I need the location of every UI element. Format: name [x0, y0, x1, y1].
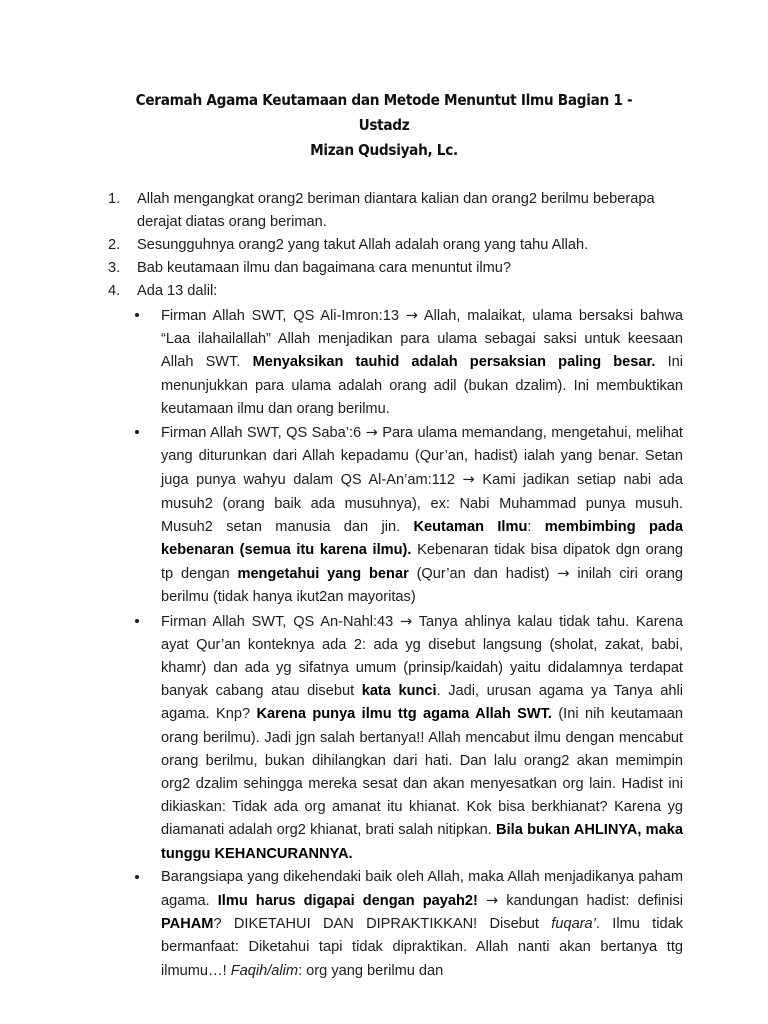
bold-run: membimbing pada kebenaran (semua itu karena ilmu).	[161, 518, 684, 559]
bullet-text	[161, 614, 683, 862]
right-arrow-icon: →	[485, 892, 499, 910]
bullet-list-item	[131, 304, 683, 421]
text-run: Barangsiapa yang dikehendaki baik oleh Allah, maka Allah menjadikanya paham agama.	[161, 868, 683, 910]
text-run: Tanya ahlinya kalau tidak tahu. Karena ayat Qur’an konteknya ada 2: ada yg disebut langsung (sholat, zakat, babi, khamr) dan ada yg sifatnya umum (prinsip/kaidah) yaitu didalamnya terdapat banyak cabang atau disebut	[161, 613, 683, 700]
page-title	[118, 88, 651, 163]
text-run: Kami jadikan setiap nabi ada musuh2 (orang baik ada musuhnya), ex: Nabi Muhammad punya musuh. Musuh2 setan manusia dan jin.	[161, 472, 684, 535]
bold-run: Bila bukan AHLINYA, maka tunggu KEHANCURANNYA.	[161, 822, 683, 862]
right-arrow-icon: →	[557, 565, 570, 583]
text-run	[478, 893, 486, 909]
bold-run: kata kunci	[361, 683, 437, 700]
list-item-text: Ada 13 dalil:	[137, 283, 218, 299]
bold-run: PAHAM	[161, 916, 214, 933]
text-run: (Qur’an dan hadist)	[408, 566, 558, 583]
list-item	[108, 188, 683, 234]
bullet-text	[161, 425, 683, 605]
list-item	[108, 257, 683, 280]
bullet-list-item	[131, 866, 683, 983]
text-run: Firman Allah SWT, QS Ali-Imron:13	[161, 308, 406, 324]
text-run: Kebenaran tidak bisa dipatok dgn orang tp dengan	[161, 542, 683, 583]
text-run: (Ini nih keutamaan orang berilmu). Jadi jgn salah bertanya!! Allah mencabut ilmu dengan mencabut orang berilmu, bukan dihilangkan dari hati. Dan lalu orang2 akan memimpin org2 dzalim sehingga mereka sesat dan akan menyesatkan org lain. Hadist ini dikiaskan: Tidak ada org amanat itu khianat. Kok bisa berkhianat? Karena yg diamanati adalah org2 khianat, brati salah nitipkan.	[161, 706, 683, 839]
text-run: kandungan hadist: definisi	[498, 893, 684, 910]
text-run: inilah ciri orang berilmu (tidak hanya ikut2an mayoritas)	[161, 566, 683, 606]
bold-run: Ilmu harus digapai dengan payah2!	[217, 893, 478, 910]
bullet-dot-icon	[135, 619, 139, 623]
list-item-text: Bab keutamaan ilmu dan bagaimana cara menuntut ilmu?	[137, 260, 511, 276]
page-title-line-1: Ceramah Agama Keutamaan dan Metode Menuntut Ilmu Bagian 1 - Ustadz	[135, 91, 633, 134]
bullet-list-item	[131, 421, 683, 610]
list-item-marker: 3.	[108, 260, 121, 276]
text-run: :	[527, 518, 545, 535]
bullet-list	[108, 304, 683, 983]
bullet-list-item	[131, 610, 683, 866]
bold-run: Karena punya ilmu ttg agama Allah SWT.	[256, 706, 552, 723]
bullet-dot-icon	[135, 313, 139, 317]
text-run: Ini menunjukkan para ulama adalah orang adil (bukan dzalim). Ini membuktikan keutamaan ilmu dan orang berilmu.	[161, 354, 684, 417]
list-item	[108, 280, 683, 303]
bold-run: Menyaksikan tauhid adalah persaksian paling besar.	[252, 354, 656, 371]
right-arrow-icon: →	[400, 612, 413, 630]
text-run: . Ilmu tidak bermanfaat: Diketahui tapi tidak dipraktikan. Allah nanti akan bertanya ttg ilmumu…!	[161, 916, 684, 979]
list-item	[108, 234, 683, 257]
right-arrow-icon: →	[405, 307, 418, 324]
right-arrow-icon: →	[462, 471, 475, 489]
page-title-line-2: Mizan Qudsiyah, Lc.	[310, 141, 458, 159]
text-run: Allah, malaikat, ulama bersaksi bahwa “Laa ilahailallah” Allah menjadikan para ulama sebagai saksi untuk keesaan Allah SWT.	[161, 308, 683, 371]
text-run: ? DIKETAHUI DAN DIPRAKTIKKAN! Disebut	[213, 916, 552, 933]
bullet-text	[161, 308, 683, 417]
list-item-marker: 4.	[108, 283, 121, 299]
list-item-marker: 2.	[108, 237, 121, 253]
numbered-list	[108, 188, 683, 983]
text-run: Firman Allah SWT, QS An-Nahl:43	[161, 613, 401, 630]
text-run: . Jadi, urusan agama ya Tanya ahli agama. Knp?	[161, 683, 683, 723]
italic-run: fuqara’	[551, 916, 596, 933]
right-arrow-icon: →	[365, 424, 378, 442]
text-run: Firman Allah SWT, QS Saba’:6	[161, 425, 366, 442]
bullet-dot-icon	[135, 430, 139, 434]
list-item-text: Sesungguhnya orang2 yang takut Allah adalah orang yang tahu Allah.	[137, 237, 589, 253]
italic-run: Faqih/alim	[230, 962, 299, 979]
bold-run: mengetahui yang benar	[237, 566, 409, 583]
text-run: : org yang berilmu dan	[298, 962, 444, 979]
bullet-dot-icon	[135, 875, 139, 879]
list-item-text: Allah mengangkat orang2 beriman diantara kalian dan orang2 berilmu beberapa derajat diatas orang beriman.	[137, 191, 655, 230]
text-run: Para ulama memandang, mengetahui, melihat yang diturunkan dari Allah kepadamu (Qur’an, hadist) ialah yang benar. Setan juga punya wahyu dalam QS Al-An’am:112	[161, 425, 683, 489]
bullet-text	[161, 869, 683, 979]
list-item-marker: 1.	[108, 191, 121, 207]
bold-run: Keutaman Ilmu	[413, 518, 528, 535]
